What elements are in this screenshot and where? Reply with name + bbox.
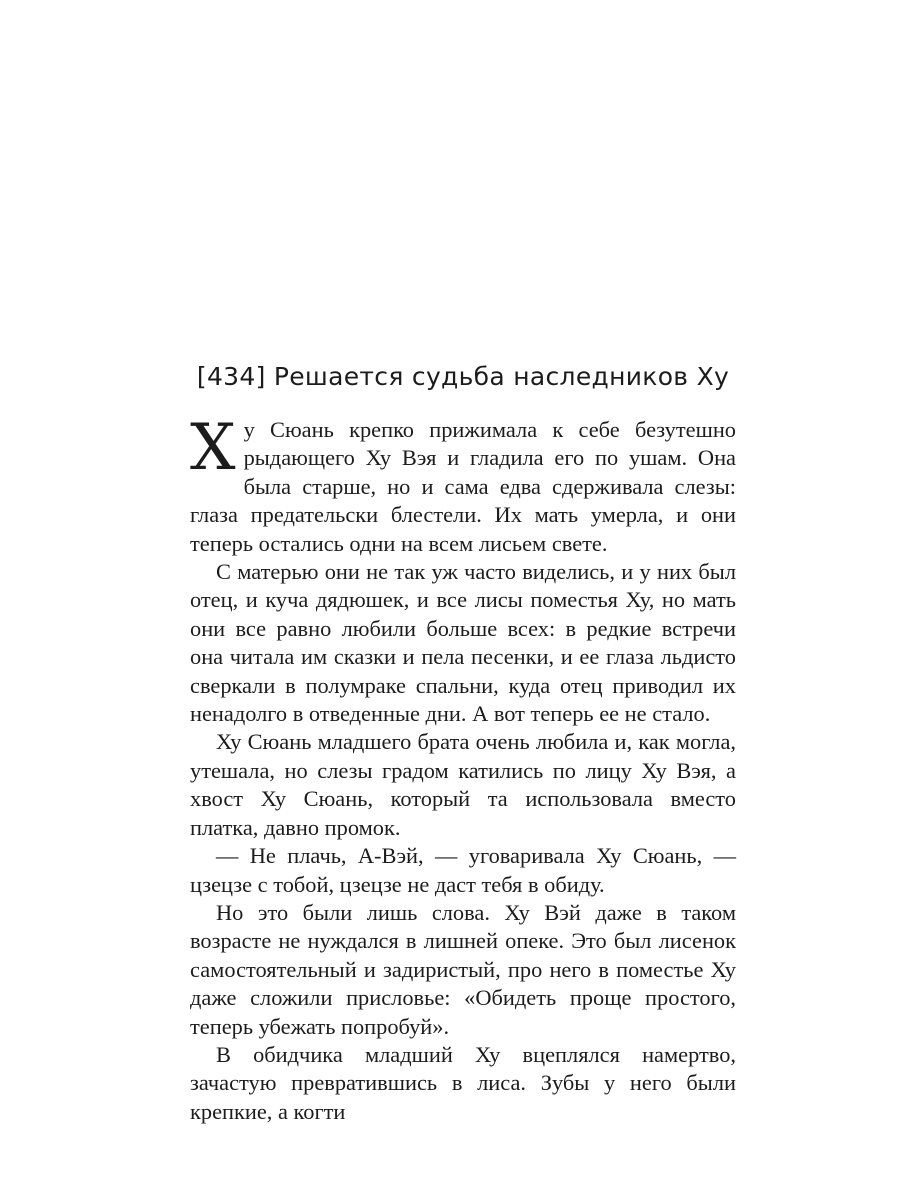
paragraph-3: Ху Сюань младшего брата очень любила и, как могла, утешала, но слезы градом катились по лицу Ху Вэя, а хвост Ху Сюань, который та использовала вместо платка, давно промок. <box>190 729 736 840</box>
chapter-title: [434] Решается судьба наследников Ху <box>196 362 730 391</box>
paragraph-dialogue: — Не плачь, А-Вэй, — уговаривала Ху Сюань, — цзецзе с тобой, цзецзе не даст тебя в обиду. <box>190 843 736 897</box>
paragraph-1-text: у Сюань крепко прижимала к себе безутешно рыдающего Ху Вэя и гладила его по ушам. Она была старше, но и сама едва сдерживала слезы: глаза предательски блестели. Их мать умерла, и они теперь остались одни на всем лисьем свете. <box>190 417 736 556</box>
paragraph-1 <box>190 411 736 558</box>
paragraph-2: С матерью они не так уж часто виделись, и у них был отец, и куча дядюшек, и все лисы поместья Ху, но мать они все равно любили больше всех: в редкие встречи она читала им сказки и пела песенки, и ее глаза льдисто сверкали в полумраке спальни, куда отец приводил их ненадолго в отведенные дни. А вот теперь ее не стало. <box>190 559 736 727</box>
paragraph-6: В обидчика младший Ху вцеплялся намертво, зачастую превратившись в лиса. Зубы у него были крепкие, а когти <box>190 1041 736 1124</box>
paragraph-5: Но это были лишь слова. Ху Вэй даже в таком возрасте не нуждался в лишней опеке. Это был лисенок самостоятельный и задиристый, про него в поместье Ху даже сложили присловье: «Обидеть проще простого, теперь убежать попробуй». <box>190 899 736 1039</box>
body-text <box>190 411 736 1126</box>
drop-cap: Х <box>190 411 236 485</box>
